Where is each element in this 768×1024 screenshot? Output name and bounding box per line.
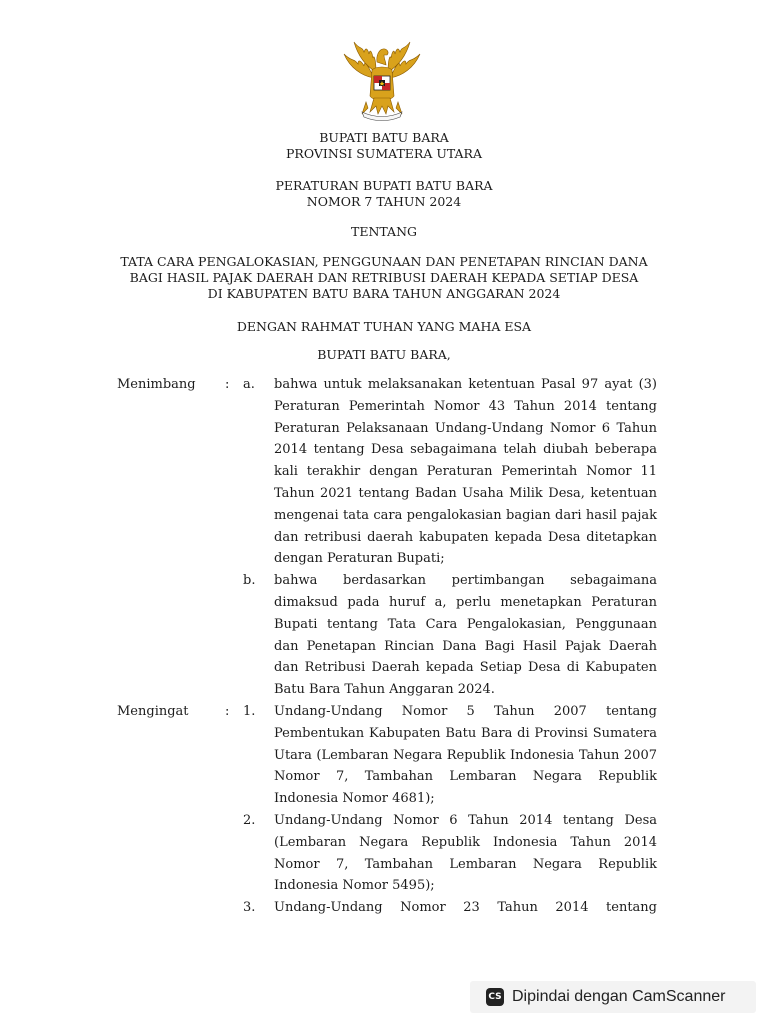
- item-marker: a.: [243, 377, 255, 392]
- subject-line-1: TATA CARA PENGALOKASIAN, PENGGUNAAN DAN PENETAPAN RINCIAN DANA: [120, 254, 648, 269]
- regulation-number: NOMOR 7 TAHUN 2024: [306, 194, 462, 209]
- list-item: [117, 701, 657, 810]
- subject-line-2: BAGI HASIL PAJAK DAERAH DAN RETRIBUSI DAERAH KEPADA SETIAP DESA: [129, 270, 639, 285]
- list-item: [117, 570, 657, 701]
- camscanner-watermark: [470, 981, 756, 1013]
- subject-line-3: DI KABUPATEN BATU BARA TAHUN ANGGARAN 2024: [207, 286, 561, 301]
- about-heading: TENTANG: [350, 224, 417, 239]
- item-marker: b.: [243, 573, 256, 589]
- garuda-emblem-icon: [336, 32, 428, 124]
- section-label: Mengingat: [117, 703, 189, 719]
- watermark-text: Dipindai dengan CamScanner: [512, 988, 726, 1005]
- section-label: Menimbang: [117, 377, 196, 392]
- regulation-body: [117, 374, 657, 919]
- item-text: bahwa untuk melaksanakan ketentuan Pasal 97 ayat (3) Peraturan Pemerintah Nomor 43 Tahun 2014 tentang Peraturan Pelaksanaan Undang-Undang Nomor 6 Tahun 2014 tentang Desa sebagaimana telah diubah beberapa kali terakhir dengan Peraturan Pemerintah Nomor 11 Tahun 2021 tentang Badan Usaha Milik Desa, ketentuan mengenai tata cara pengalokasian bagian dari hasil pajak dan retribusi daerah kabupaten kepada Desa ditetapkan dengan Peraturan Bupati;: [274, 377, 657, 567]
- item-marker: 3.: [243, 900, 256, 916]
- list-item: [117, 374, 657, 570]
- official-title: BUPATI BATU BARA,: [317, 347, 451, 362]
- province-name: PROVINSI SUMATERA UTARA: [286, 146, 482, 161]
- authority-name: BUPATI BATU BARA: [319, 130, 449, 145]
- invocation: DENGAN RAHMAT TUHAN YANG MAHA ESA: [236, 319, 532, 334]
- regulation-title: PERATURAN BUPATI BATU BARA: [275, 178, 493, 193]
- camscanner-logo-icon: CS: [486, 988, 504, 1006]
- item-text: Undang-Undang Nomor 23 Tahun 2014 tentang: [274, 900, 657, 916]
- item-marker: 1.: [243, 703, 256, 719]
- section-colon: :: [225, 703, 230, 719]
- item-text: Undang-Undang Nomor 6 Tahun 2014 tentang Desa (Lembaran Negara Republik Indonesia Tahun 2014 Nomor 7, Tambahan Lembaran Negara Republik Indonesia Nomor 5495);: [274, 812, 657, 894]
- item-text: Undang-Undang Nomor 5 Tahun 2007 tentang Pembentukan Kabupaten Batu Bara di Provinsi Sumatera Utara (Lembaran Negara Republik Indonesia Tahun 2007 Nomor 7, Tambahan Lembaran Negara Republik Indonesia Nomor 4681);: [274, 703, 657, 807]
- list-item: [117, 897, 657, 919]
- item-marker: 2.: [243, 812, 256, 828]
- list-item: [117, 810, 657, 897]
- item-text: bahwa berdasarkan pertimbangan sebagaimana dimaksud pada huruf a, perlu menetapkan Peraturan Bupati tentang Tata Cara Pengalokasian, Penggunaan dan Penetapan Rincian Dana Bagi Hasil Pajak Daerah dan Retribusi Daerah kepada Setiap Desa di Kabupaten Batu Bara Tahun Anggaran 2024.: [274, 573, 657, 698]
- mengingat-section: [117, 701, 657, 919]
- menimbang-section: [117, 374, 657, 701]
- section-colon: :: [225, 377, 230, 392]
